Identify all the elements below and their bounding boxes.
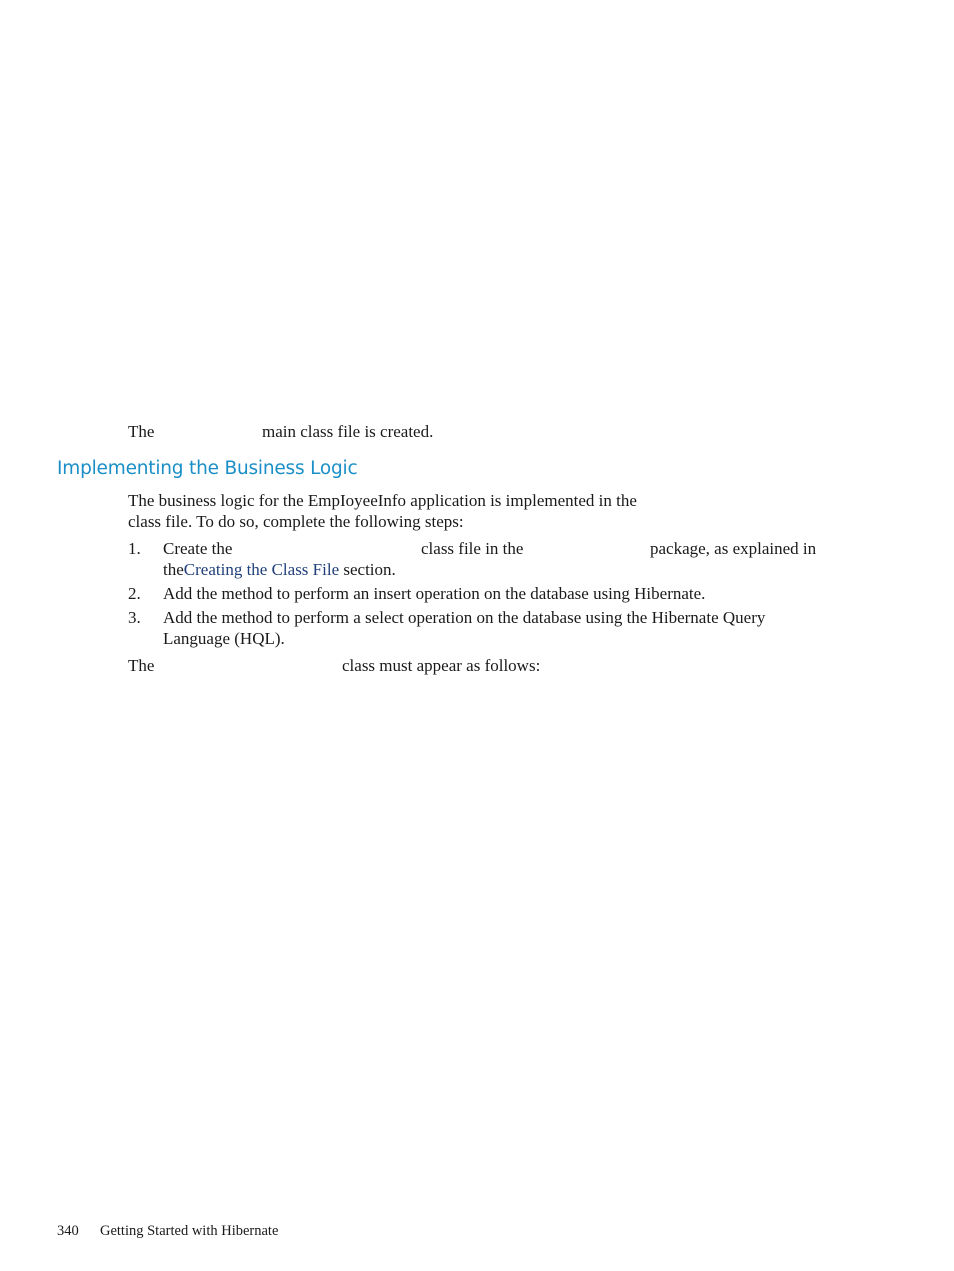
- section-paragraph-line-2: class file. To do so, complete the following steps:: [128, 512, 464, 531]
- section-paragraph-line-1: The business logic for the EmpIoyeeInfo application is implemented in the: [128, 491, 637, 510]
- creating-class-file-link[interactable]: Creating the Class File: [183, 560, 340, 579]
- page-number: 340: [57, 1223, 79, 1239]
- footer-title: Getting Started with Hibernate: [100, 1223, 279, 1239]
- step-1-text-a: Create the: [163, 539, 233, 558]
- intro-text: main class file is created.: [262, 422, 434, 441]
- intro-the: The: [128, 422, 155, 441]
- step-1-suffix: section.: [339, 560, 396, 579]
- closing-text: class must appear as follows:: [342, 656, 541, 675]
- step-2-number: 2.: [128, 584, 141, 603]
- step-3-text-line-2: Language (HQL).: [163, 629, 285, 648]
- step-2-text: Add the method to perform an insert operation on the database using Hibernate.: [163, 584, 706, 603]
- step-3-number: 3.: [128, 608, 141, 627]
- closing-the: The: [128, 656, 155, 675]
- step-1-prefix: the: [163, 560, 184, 579]
- step-1-text-b: class file in the: [421, 539, 524, 558]
- step-1-line-2: [163, 559, 396, 580]
- step-1-number: 1.: [128, 539, 141, 558]
- section-heading: Implementing the Business Logic: [57, 458, 358, 479]
- step-1-text-c: package, as explained in: [650, 539, 817, 558]
- step-3-text: Add the method to perform a select operation on the database using the Hibernate Query: [163, 608, 766, 627]
- page-footer: [57, 1222, 278, 1240]
